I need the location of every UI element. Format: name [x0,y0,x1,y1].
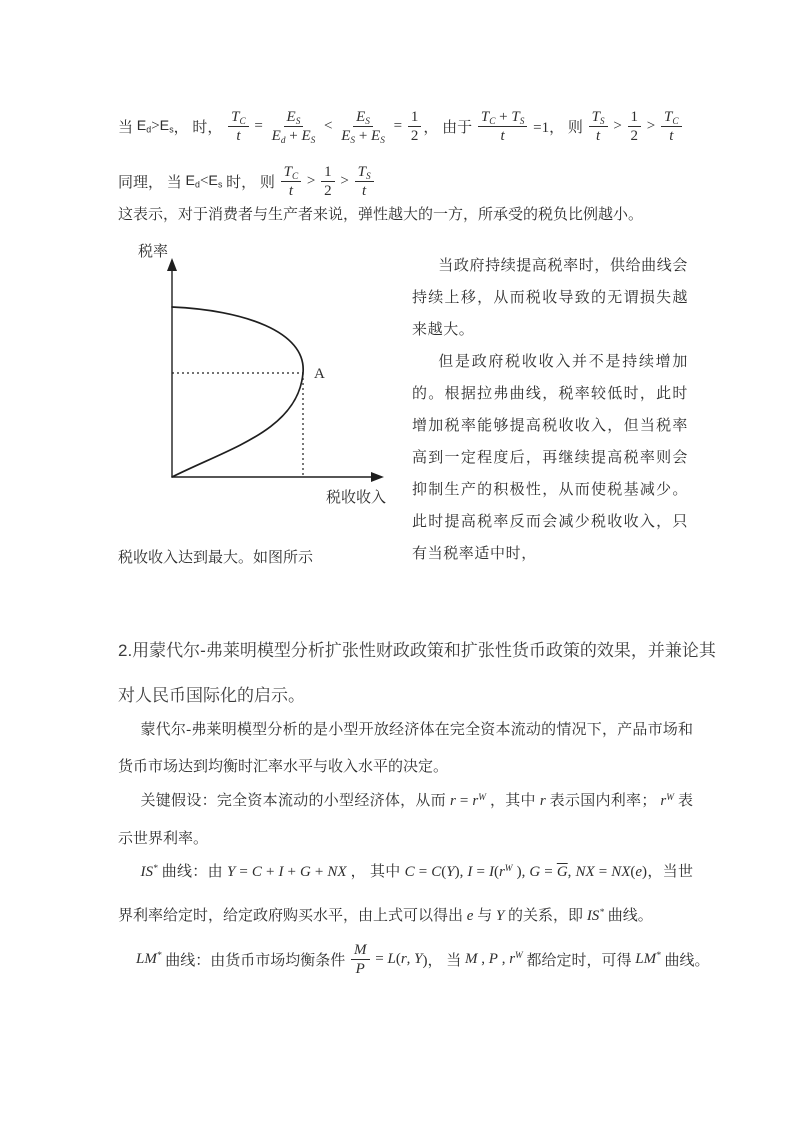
text-run: =1， 则 [529,119,587,136]
text-run: 1 [630,108,639,125]
x-axis-arrow-icon [371,472,384,482]
text-run: 表示世界利率。 [118,793,693,847]
math-var: $T_S$ [357,163,371,182]
math-var: $E_s$ [208,173,223,190]
math-var: t [236,127,241,144]
math-var: IS* [140,863,158,880]
figure-y-axis-label: 税率 [138,244,169,260]
fraction [269,108,319,145]
paragraph-laffer-conclusion: 税收收入达到最大。如图所示 [118,550,314,566]
paragraph-key-assumption [118,782,693,858]
text-run: ， 由于 [423,119,476,136]
math-var: LM* [136,950,162,967]
text-run: ), [454,864,468,880]
text-run: 2 [630,127,639,144]
text-run: > [336,172,353,189]
fraction [351,941,370,978]
math-var: G [529,864,541,880]
text-run: ，其中 [485,793,540,809]
math-var: r [400,950,407,967]
math-var: e [466,908,474,924]
math-var: r [449,793,456,809]
fraction [408,108,422,145]
math-var: I [278,864,284,880]
math-var: Y [226,864,236,880]
text-run: = [455,793,473,809]
fraction [228,108,249,145]
math-var: $r^W$ [472,792,486,809]
math-var: $E_S$ [356,108,370,127]
text-run: + [283,864,301,880]
math-var: $E_d$ [271,127,286,146]
math-var: NX [327,864,347,880]
math-var: I [467,864,473,880]
text-run: > [151,117,160,134]
text-run: 1 [410,108,419,125]
math-var: $r^W$ [660,792,674,809]
text-run: = [540,864,557,880]
fraction [589,108,608,145]
text-run: 与 [473,908,496,924]
text-run: 的关系，即 [504,908,587,924]
text-run: > [643,117,660,134]
math-var: P [488,950,498,967]
section2-heading: 2.用蒙代尔-弗莱明模型分析扩张性财政政策和扩张性货币政策的效果，并兼论其对人民币国际化的启示。 [118,641,716,705]
math-var: $E_d$ [136,118,152,135]
math-var: $T_C$ [664,108,679,127]
fraction [661,108,682,145]
text-run: ( [493,864,499,880]
text-run: 表示国内利率； [545,793,661,809]
fraction [478,108,528,145]
text-run: ), [512,864,530,880]
text-run: + [261,864,279,880]
text-run: = [250,117,267,134]
text-run: = [389,117,406,134]
math-var: r [539,793,546,809]
text-run: + [285,127,302,144]
text-run: , [406,950,415,967]
math-var: C [404,864,415,880]
text-run: + [495,108,512,125]
math-var: L [387,950,396,967]
math-var: $T_C$ [231,108,246,127]
math-var: $r^W$ [498,863,513,880]
fraction [281,163,302,200]
text-run: + [355,127,372,144]
text-run: 1 [324,163,332,180]
text-run: ( [630,864,636,880]
wrapped-text-column [412,250,688,570]
text-run: )， [642,864,663,880]
math-var: LM* [635,950,661,967]
text-run: 同理， 当 [118,174,186,191]
paragraph-laffer-explanation: 但是政府税收收入并不是持续增加的。根据拉弗曲线，税率较低时，此时增加税率能够提高税收收入，但当税率高到一定程度后，再继续提高税率则会抑制生产的积极性，从而使税基减少。此时提高税率反而会减少税收收入，只有当税率适中时， [412,354,688,562]
fraction [338,108,388,145]
math-var: t [500,127,505,144]
text-run: ( [395,950,401,967]
text-run: ， 时， [173,119,227,136]
text-run: = [371,950,388,967]
text-run: 曲线。 [603,908,653,924]
math-var: NX [575,864,595,880]
math-var: $E_S$ [341,127,356,146]
laffer-curve-figure [130,238,400,518]
math-var: M [465,950,478,967]
text-run: > [303,172,320,189]
math-var: IS* [586,907,604,924]
math-var: P [355,960,365,977]
text-run: 当 [118,119,137,136]
laffer-curve [172,307,303,477]
y-axis-arrow-icon [167,258,177,271]
text-run: = [414,864,432,880]
math-var-overline: $\overline{G}$ [556,864,568,880]
text-run: 曲线：由货币市场均衡条件 [161,952,350,969]
math-var: I [488,864,494,880]
math-var: C [431,864,442,880]
text-run: = [472,864,489,880]
math-var: Y [414,950,423,967]
paragraph-deadweight-loss: 当政府持续提高税率时，供给曲线会持续上移，从而税收导致的无谓损失越来越大。 [412,258,688,338]
math-var: e [635,864,643,880]
text-run: , [497,950,510,967]
math-var: $T_S$ [591,108,605,127]
text-run: , [477,950,489,967]
text-run: = [235,864,252,880]
paragraph-mundell-fleming-intro: 蒙代尔-弗莱明模型分析的是小型开放经济体在完全资本流动的情况下，产品市场和货币市场达到均衡时汇率水平与收入水平的决定。 [118,722,693,775]
text-run: )， 当 [422,952,466,969]
math-var: M [354,941,367,958]
math-var: $T_C$ [480,108,496,127]
figure-x-axis-label: 税收收入 [326,490,387,506]
fraction [628,108,642,145]
math-var: $E_S$ [371,127,385,146]
paragraph-is-curve [118,850,693,938]
text-run: > [609,117,626,134]
text-run: = [594,864,612,880]
text-run: + [310,864,328,880]
math-var: NX [611,864,631,880]
formula-elasticity-line2 [118,158,376,204]
text-run: , [567,864,576,880]
text-run: ( [441,864,447,880]
text-run: 当世界利率给定时，给定政府购买水平，由上式可以得出 [118,864,693,924]
text-run: 都给定时，可得 [522,952,636,969]
fraction [355,163,374,200]
math-var: C [251,864,262,880]
math-var: G [300,864,311,880]
math-var: Y [495,908,505,924]
elasticity-conclusion-text: 这表示，对于消费者与生产者来说，弹性越大的一方，所承受的税负比例越小。 [118,207,644,223]
text-run: < [320,117,337,134]
math-var: Y [446,864,455,880]
math-var: $T_C$ [283,163,299,182]
math-var: $E_S$ [286,108,301,127]
math-var: t [362,182,367,199]
figure-point-a-label: A [314,366,325,382]
math-var: t [595,127,601,144]
text-run: 2 [410,127,419,144]
fraction [321,163,335,200]
text-run: 曲线：由 [157,864,227,880]
text-run: 曲线。 [660,952,710,969]
formula-elasticity-line1 [118,98,684,154]
paragraph-lm-curve [136,934,710,984]
math-var: $r^W$ [509,950,523,967]
math-var: t [669,127,674,144]
text-run: 关键假设：完全资本流动的小型经济体，从而 [140,793,450,809]
math-var: $E_s$ [159,118,174,135]
text-run: ， 其中 [346,864,405,880]
math-var: $E_d$ [185,173,200,190]
text-run: 2 [324,182,332,199]
math-var: $E_S$ [301,127,316,146]
math-var: $T_S$ [511,108,525,127]
math-var: t [288,182,293,199]
text-run: < [199,172,209,189]
text-run: 时， 则 [222,174,279,191]
